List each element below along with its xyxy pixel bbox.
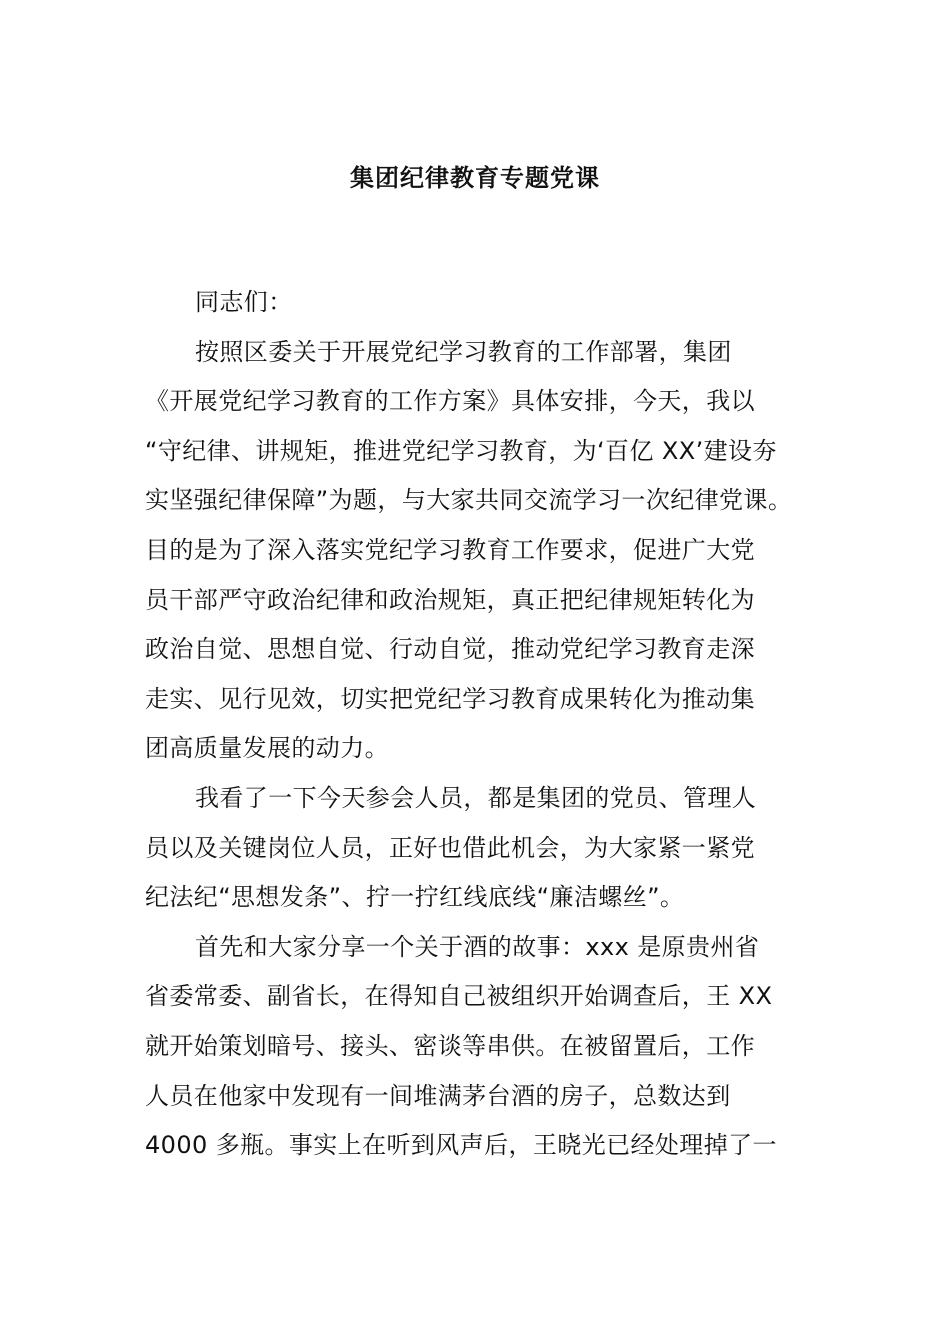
paragraph-line: 4000 多瓶。事实上在听到风声后，王晓光已经处理掉了一 [145,1131,777,1160]
paragraph-line: 团高质量发展的动力。 [145,734,389,763]
paragraph-line: 省委常委、副省长，在得知自己被组织开始调查后，王 XX [145,982,773,1011]
paragraph-line: 首先和大家分享一个关于酒的故事：xxx 是原贵州省 [195,932,760,961]
paragraph-line: 就开始策划暗号、接头、密谈等串供。在被留置后，工作 [145,1031,755,1060]
paragraph-line: 《开展党纪学习教育的工作方案》具体安排，今天，我以 [145,387,755,416]
document-body [145,278,817,1171]
paragraph-line: 我看了一下今天参会人员，都是集团的党员、管理人 [195,783,757,812]
paragraph-line: 目的是为了深入落实党纪学习教育工作要求，促进广大党 [145,535,755,564]
paragraph-line: 人员在他家中发现有一间堆满茅台酒的房子，总数达到 [145,1081,731,1110]
paragraph-line: 政治自觉、思想自觉、行动自觉，推动党纪学习教育走深 [145,635,755,664]
paragraph-line: 员干部严守政治纪律和政治规矩，真正把纪律规矩转化为 [145,585,755,614]
paragraph-line: 实坚强纪律保障”为题，与大家共同交流学习一次纪律党课。 [145,486,793,515]
paragraph-line: 走实、见行见效，切实把党纪学习教育成果转化为推动集 [145,684,755,713]
paragraph-line: 员以及关键岗位人员，正好也借此机会，为大家紧一紧党 [145,833,755,862]
document-title: 集团纪律教育专题党课 [350,164,600,192]
paragraph-line: “守纪律、讲规矩，推进党纪学习教育，为‘百亿 XX’建设夯 [145,436,777,465]
paragraph-line: 纪法纪“思想发条”、拧一拧红线底线“廉洁螺丝”。 [145,883,685,912]
salutation-line: 同志们： [195,288,293,316]
paragraph-line: 按照区委关于开展党纪学习教育的工作部署，集团 [195,337,732,366]
